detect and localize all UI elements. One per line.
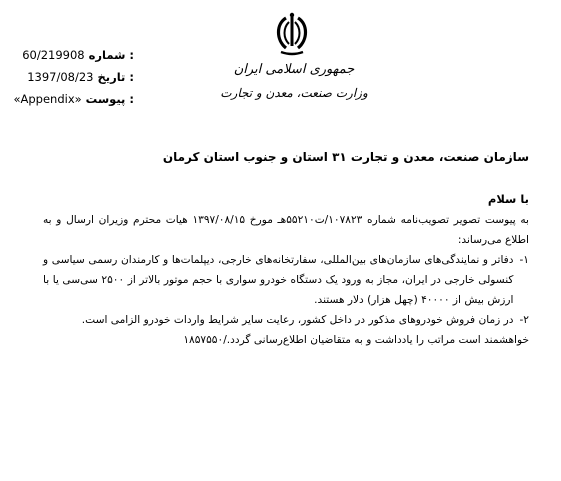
letter-attachment-row <box>13 88 134 110</box>
org-line-2: وزارت صنعت، معدن و تجارت <box>220 86 368 100</box>
item-text: دفاتر و نمایندگی‌های سازمان‌های بین‌المللی، سفارتخانه‌های خارجی، دیپلمات‌ها و کارمندان رسمی سیاسی و کنسولی خارجی در ایران، مجاز به ورود یک دستگاه خودرو سواری با حجم موتور بالاتر از ۲۵۰۰ سی‌سی یا با ارزش بیش از ۴۰۰۰۰ (چهل هزار) دلار هستند. <box>43 254 514 306</box>
recipient: سازمان صنعت، معدن و تجارت ۳۱ استان و جنوب استان کرمان <box>162 150 529 164</box>
list-item <box>43 250 529 310</box>
item-number: ۲- <box>519 314 529 326</box>
letter-date-value: 1397/08/23 <box>27 70 94 84</box>
letter-meta <box>13 44 134 110</box>
intro-paragraph: به پیوست تصویر تصویب‌نامه شماره ۱۰۷۸۲۳/ت۵۵۲۱۰هـ مورخ ۱۳۹۷/۰۸/۱۵ هیات محترم وزیران ارسال و به اطلاع می‌رساند: <box>43 214 530 246</box>
letter-number-value: 60/219908 <box>22 48 85 62</box>
letter-attachment-label: پیوست : <box>85 92 134 106</box>
org-line-1: جمهوری اسلامی ایران <box>233 62 355 77</box>
letter-number-label: شماره : <box>88 48 134 62</box>
letter-date-row <box>24 66 134 88</box>
closing-paragraph: خواهشمند است مراتب را یادداشت و به متقاضیان اطلاع‌رسانی گردد./۱۸۵۷۵۵۰ <box>183 334 529 346</box>
letter-date-label: تاریخ : <box>97 70 134 84</box>
letter-number-row <box>24 44 134 66</box>
list-item <box>43 310 529 330</box>
item-number: ۱- <box>519 254 529 266</box>
letter-body <box>43 210 529 350</box>
letter-attachment-value: «Appendix» <box>13 92 82 106</box>
iran-emblem-icon <box>272 10 312 58</box>
item-text: در زمان فروش خودروهای مذکور در داخل کشور، رعایت سایر شرایط واردات خودرو الزامی است. <box>81 314 514 326</box>
greeting: با سلام <box>487 192 529 206</box>
